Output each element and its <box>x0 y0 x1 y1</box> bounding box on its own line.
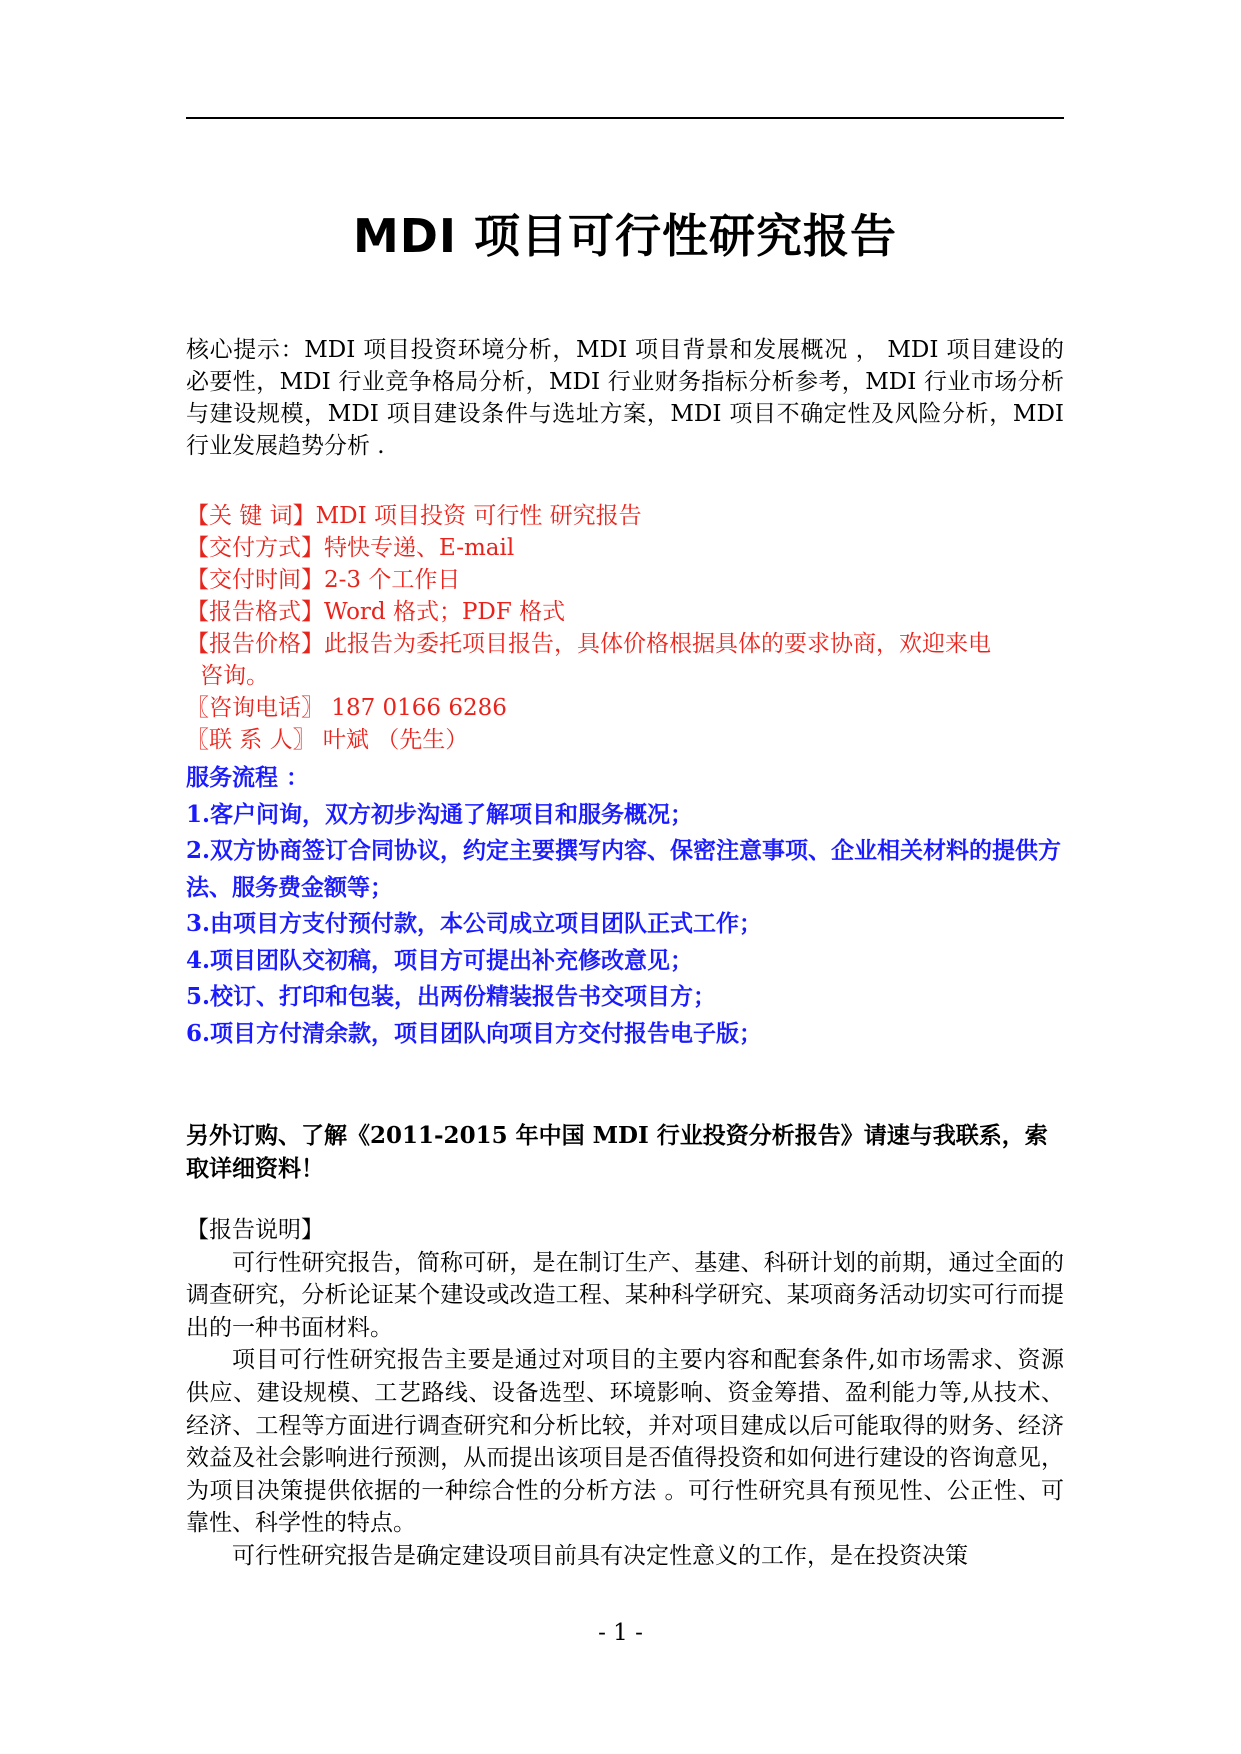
header-rule <box>186 117 1064 119</box>
meta-delivery-method: 【交付方式】特快专递、E-mail <box>186 535 515 561</box>
flow-step: 6.项目方付清余款，项目团队向项目方交付报告电子版； <box>186 1019 763 1047</box>
description-paragraph: 项目可行性研究报告主要是通过对项目的主要内容和配套条件,如市场需求、资源供应、建设规模、工艺路线、设备选型、环境影响、资金筹措、盈利能力等,从技术、经济、工程等方面进行调查研究和分析比较，并对项目建成以后可能取得的财务、经济效益及社会影响进行预测，从而提出该项目是否值得投资和如何进行建设的咨询意见，为项目决策提供依据的一种综合性的分析方法 。可行性研究具有预见性、公正性、可靠性、科学性的特点。 <box>186 1347 1064 1537</box>
flow-step: 1.客户问询，双方初步沟通了解项目和服务概况； <box>186 800 694 828</box>
meta-contact: 〖联 系 人〗 叶斌 （先生） <box>186 727 469 753</box>
report-meta <box>186 500 1064 756</box>
order-notice: 另外订购、了解《2011-2015 年中国 MDI 行业投资分析报告》请速与我联系，索取详细资料！ <box>186 1122 1048 1182</box>
meta-keywords: 【关 键 词】MDI 项目投资 可行性 研究报告 <box>186 503 642 529</box>
page-number: - 1 - <box>598 1620 643 1646</box>
meta-price-cont: 咨询。 <box>200 663 269 689</box>
page-title: MDI 项目可行性研究报告 <box>352 209 898 263</box>
flow-step: 5.校订、打印和包装，出两份精装报告书交项目方； <box>186 983 717 1010</box>
report-description <box>186 1214 1064 1573</box>
meta-phone: 〖咨询电话〗 187 0166 6286 <box>186 695 507 721</box>
meta-price: 【报告价格】此报告为委托项目报告，具体价格根据具体的要求协商，欢迎来电 <box>186 631 991 657</box>
flow-step: 4.项目团队交初稿，项目方可提出补充修改意见； <box>186 946 694 974</box>
flow-step: 2.双方协商签订合同协议，约定主要撰写内容、保密注意事项、企业相关材料的提供方法、服务费金额等； <box>186 837 1062 901</box>
description-paragraph: 可行性研究报告是确定建设项目前具有决定性意义的工作，是在投资决策 <box>232 1542 968 1569</box>
report-description-heading: 【报告说明】 <box>186 1217 324 1243</box>
meta-delivery-time: 【交付时间】2-3 个工作日 <box>186 567 461 593</box>
description-paragraph: 可行性研究报告，简称可研，是在制订生产、基建、科研计划的前期，通过全面的调查研究，分析论证某个建设或改造工程、某种科学研究、某项商务活动切实可行而提出的一种书面材料。 <box>186 1249 1064 1341</box>
core-summary: 核心提示：MDI 项目投资环境分析，MDI 项目背景和发展概况 ， MDI 项目建设的必要性，MDI 行业竞争格局分析，MDI 行业财务指标分析参考，MDI 行业市场分析与建设规模，MDI 项目建设条件与选址方案，MDI 项目不确定性及风险分析，MDI 行业发展趋势分析 . <box>186 337 1064 459</box>
service-flow-heading: 服务流程 ： <box>186 764 310 791</box>
flow-step: 3.由项目方支付预付款，本公司成立项目团队正式工作； <box>186 910 763 937</box>
service-flow <box>186 760 1064 1052</box>
meta-format: 【报告格式】Word 格式；PDF 格式 <box>186 599 566 625</box>
